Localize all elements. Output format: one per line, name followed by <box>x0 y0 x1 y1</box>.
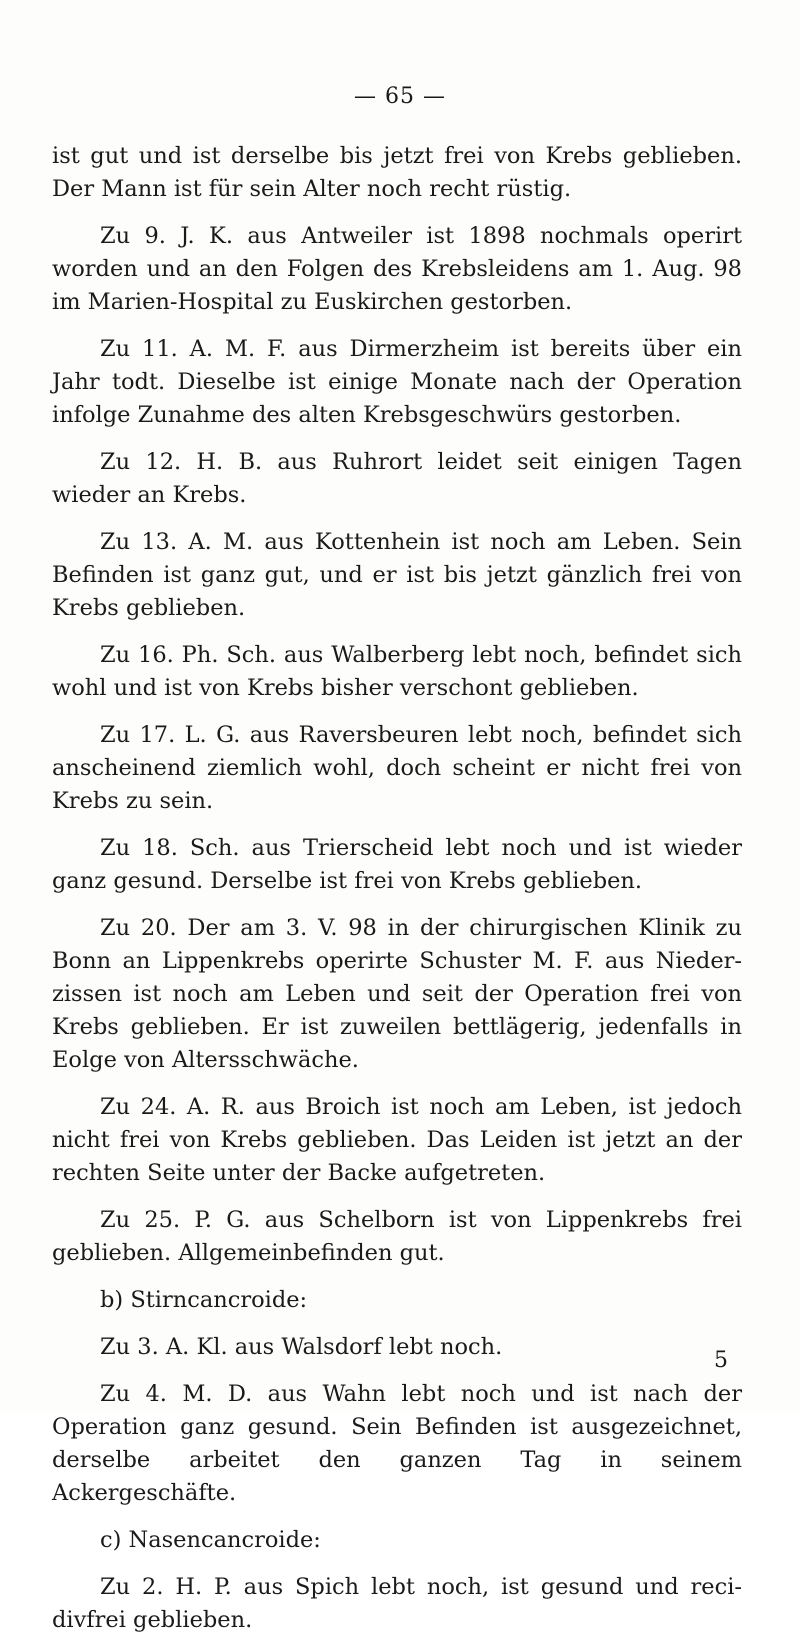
paragraph: Zu 3. A. Kl. aus Walsdorf lebt noch. <box>100 1334 503 1360</box>
paragraph: Zu 12. H. B. aus Ruhrort leidet seit einigen Tagen wieder an Krebs. <box>52 449 742 508</box>
section-heading-nasencancroide: c) Nasencancroide: <box>100 1527 321 1553</box>
paragraph: ist gut und ist derselbe bis jetzt frei von Krebs geblieben. Der Mann ist für sein Alter noch recht rüstig. <box>52 143 742 202</box>
section-heading-stirncancroide: b) Stirncancroide: <box>100 1287 308 1313</box>
paragraph: Zu 25. P. G. aus Schelborn ist von Lippenkrebs frei geblieben. Allgemeinbefinden gut. <box>52 1207 742 1266</box>
paragraph: Zu 2. H. P. aus Spich lebt noch, ist gesund und reci-divfrei geblieben. <box>52 1574 742 1633</box>
signature-mark: 5 <box>714 1348 728 1373</box>
paragraph: Zu 9. J. K. aus Antweiler ist 1898 nochmals operirt worden und an den Folgen des Krebsleidens am 1. Aug. 98 im Marien-Hospital zu Euskirchen gestorben. <box>52 223 742 315</box>
paragraph: Zu 4. M. D. aus Wahn lebt noch und ist nach der Operation ganz gesund. Sein Befinden ist ausgezeichnet, derselbe arbeitet den ganzen Tag in seinem Ackergeschäfte. <box>52 1381 742 1506</box>
page-number: — 65 — <box>354 84 446 109</box>
paragraph: Zu 11. A. M. F. aus Dirmerzheim ist bereits über ein Jahr todt. Dieselbe ist einige Monate nach der Operation infolge Zunahme des alten Krebsgeschwürs gestorben. <box>52 336 742 428</box>
paragraph: Zu 13. A. M. aus Kottenhein ist noch am Leben. Sein Befinden ist ganz gut, und er ist bis jetzt gänzlich frei von Krebs geblieben. <box>52 529 742 621</box>
paragraph: Zu 20. Der am 3. V. 98 in der chirurgischen Klinik zu Bonn an Lippenkrebs operirte Schuster M. F. aus Nieder-zissen ist noch am Leben und seit der Operation frei von Krebs geblieben. Er ist zuweilen bettlägerig, jedenfalls in Eolge von Altersschwäche. <box>52 915 742 1073</box>
paragraph: Zu 16. Ph. Sch. aus Walberberg lebt noch, befindet sich wohl und ist von Krebs bisher verschont geblieben. <box>52 642 742 701</box>
body-text <box>52 140 742 1651</box>
paragraph: Zu 24. A. R. aus Broich ist noch am Leben, ist jedoch nicht frei von Krebs geblieben. Das Leiden ist jetzt an der rechten Seite unter der Backe aufgetreten. <box>52 1094 742 1186</box>
paragraph: Zu 18. Sch. aus Trierscheid lebt noch und ist wieder ganz gesund. Derselbe ist frei von Krebs geblieben. <box>52 835 742 894</box>
paragraph: Zu 17. L. G. aus Raversbeuren lebt noch, befindet sich anscheinend ziemlich wohl, doch scheint er nicht frei von Krebs zu sein. <box>52 722 742 814</box>
